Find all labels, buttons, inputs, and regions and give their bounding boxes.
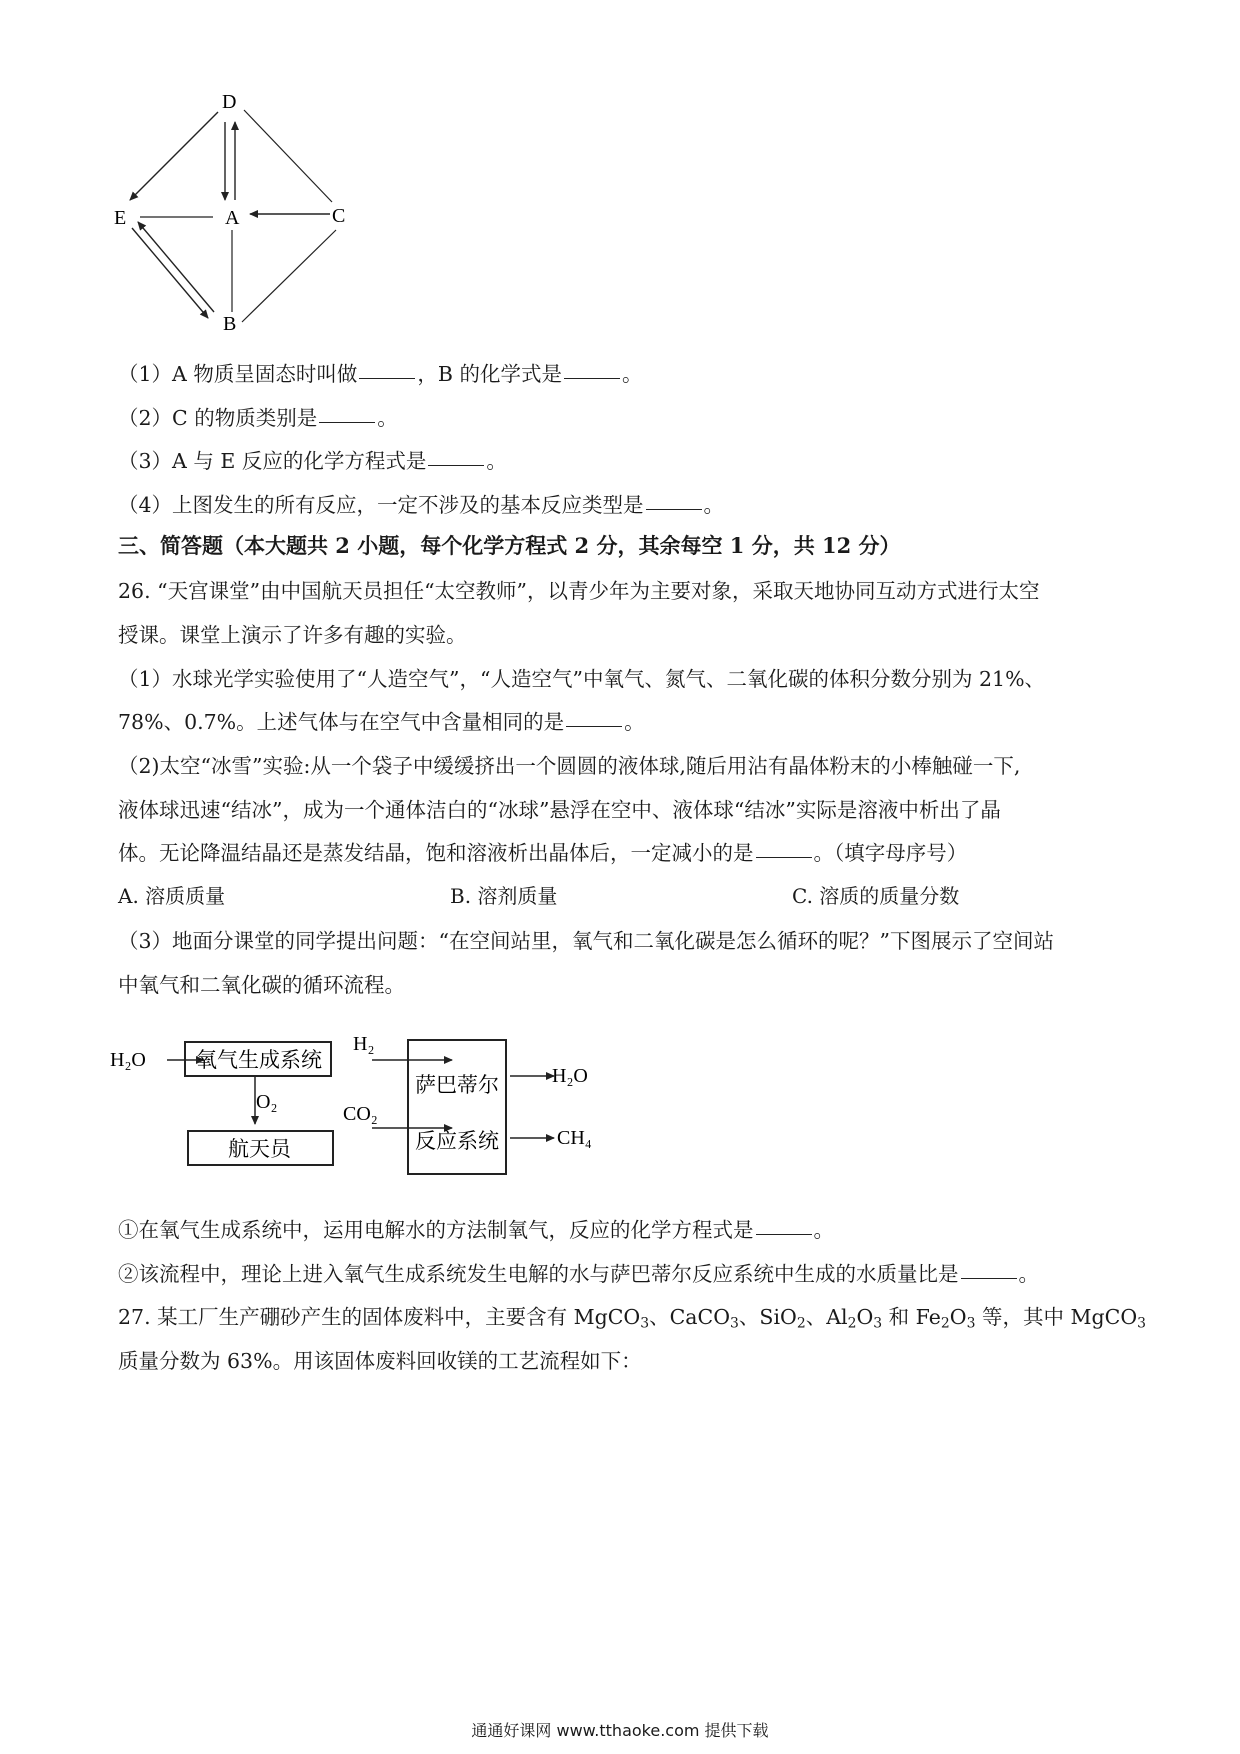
answer-blank[interactable] — [428, 464, 484, 466]
node-a: A — [225, 207, 240, 229]
edge-d-c — [244, 110, 332, 202]
q25-part1-text-b: ，B 的化学式是 — [417, 362, 562, 386]
q26-part2-line1: （2)太空“冰雪”实验:从一个袋子中缓缓挤出一个圆圆的液体球,随后用沾有晶体粉末的小棒触碰一下, — [118, 754, 1021, 778]
q25-part4-text-b: 。 — [703, 493, 725, 517]
q25-part1 — [118, 357, 642, 387]
space-station-flow-diagram — [110, 1020, 690, 1190]
q25-part3-text-b: 。 — [486, 449, 507, 473]
q25-part4-text-a: （4）上图发生的所有反应，一定不涉及的基本反应类型是 — [118, 493, 644, 517]
label-o2-system: 氧气生成系统 — [196, 1048, 322, 1072]
option-c: C. 溶质的质量分数 — [792, 884, 960, 908]
edge-d-e — [130, 112, 218, 200]
q26-part3-line2: 中氧气和二氧化碳的循环流程。 — [118, 973, 405, 997]
q27-text-e: O — [856, 1305, 874, 1329]
q26-part1-text-b: 。 — [624, 710, 645, 734]
q25-part1-text-c: 。 — [621, 362, 643, 386]
answer-blank[interactable] — [646, 508, 702, 510]
q27-line2: 质量分数为 63%。用该固体废料回收镁的工艺流程如下： — [118, 1349, 642, 1373]
q27-text-c: 、SiO — [738, 1305, 797, 1329]
node-e: E — [114, 207, 127, 229]
edge-c-b — [242, 230, 336, 322]
edge-b-e — [138, 222, 214, 312]
answer-blank[interactable] — [756, 1233, 812, 1235]
label-astronaut: 航天员 — [228, 1137, 291, 1161]
q25-part4 — [118, 488, 724, 518]
node-b: B — [223, 313, 237, 335]
q27-text-a: 27. 某工厂生产硼砂产生的固体废料中，主要含有 MgCO — [118, 1305, 641, 1329]
answer-blank[interactable] — [756, 856, 812, 858]
page-footer: 通通好课网 www.tthaoke.com 提供下载 — [471, 1721, 769, 1740]
q26-sub1-text-a: ①在氧气生成系统中，运用电解水的方法制氧气，反应的化学方程式是 — [118, 1218, 754, 1242]
q27-text-f: 和 Fe — [882, 1305, 941, 1329]
label-ch4: CH₄ — [557, 1127, 592, 1149]
q25-part2-text-b: 。 — [377, 406, 398, 430]
q26-part2-text-a: 体。无论降温结晶还是蒸发结晶，饱和溶液析出晶体后，一定减小的是 — [118, 841, 754, 865]
q26-sub2-text-b: 。 — [1018, 1262, 1039, 1286]
q25-part1-text-a: （1）A 物质呈固态时叫做 — [118, 362, 358, 386]
q25-part3 — [118, 444, 507, 474]
label-h2o-in: H₂O — [110, 1049, 146, 1071]
label-co2: CO₂ — [343, 1103, 378, 1125]
q27-text-d: 、Al — [805, 1305, 848, 1329]
q26-part3-line1: （3）地面分课堂的同学提出问题：“在空间站里，氧气和二氧化碳是怎么循环的呢？”下图展示了空间站 — [118, 929, 1055, 953]
q26-sub1 — [118, 1213, 834, 1243]
node-d: D — [222, 91, 237, 113]
q27-text-h: 等，其中 MgCO — [975, 1305, 1138, 1329]
q26-part1-line1: （1）水球光学实验使用了“人造空气”，“人造空气”中氧气、氮气、二氧化碳的体积分数分别为 21%、 — [118, 667, 1046, 691]
option-b: B. 溶剂质量 — [450, 884, 558, 908]
q26-intro-line2: 授课。课堂上演示了许多有趣的实验。 — [118, 623, 467, 647]
label-sabatier-2: 反应系统 — [415, 1129, 499, 1153]
q26-sub1-text-b: 。 — [813, 1218, 834, 1242]
answer-blank[interactable] — [319, 421, 375, 423]
label-h2: H₂ — [353, 1033, 375, 1055]
answer-blank[interactable] — [564, 377, 620, 379]
q26-sub2-text-a: ②该流程中，理论上进入氧气生成系统发生电解的水与萨巴蒂尔反应系统中生成的水质量比是 — [118, 1262, 959, 1286]
q26-sub2 — [118, 1257, 1039, 1287]
answer-blank[interactable] — [961, 1277, 1017, 1279]
q26-part1-line2 — [118, 705, 645, 735]
q26-part2-line2: 液体球迅速“结冰”，成为一个通体洁白的“冰球”悬浮在空中、液体球“结冰”实际是溶液中析出了晶 — [118, 798, 1001, 822]
q27-text-b: 、CaCO — [649, 1305, 731, 1329]
edge-e-b — [132, 228, 208, 318]
q26-part2-text-b: 。（填字母序号） — [813, 841, 968, 865]
answer-blank[interactable] — [566, 725, 622, 727]
label-h2o-out: H₂O — [552, 1065, 588, 1087]
q25-part2 — [118, 401, 398, 431]
q26-part1-text-a: 78%、0.7%。上述气体与在空气中含量相同的是 — [118, 710, 565, 734]
q25-part3-text-a: （3）A 与 E 反应的化学方程式是 — [118, 449, 427, 473]
label-sabatier-1: 萨巴蒂尔 — [415, 1073, 499, 1097]
label-o2: O₂ — [256, 1091, 278, 1113]
q27-line1: 27. 某工厂生产硼砂产生的固体废料中，主要含有 MgCO$_3$、CaCO$_3$、SiO$_2$、$Al_2O_3$ 和 $Fe_2O_3$ 等，其中 MgCO$_3$ — [118, 1305, 1146, 1332]
answer-blank[interactable] — [359, 377, 415, 379]
option-a: A. 溶质质量 — [118, 884, 226, 908]
q25-part2-text-a: （2）C 的物质类别是 — [118, 406, 318, 430]
node-c: C — [332, 205, 346, 227]
section-heading: 三、简答题（本大题共 2 小题，每个化学方程式 2 分，其余每空 1 分，共 12 分） — [118, 533, 901, 558]
q26-part2-line3 — [118, 836, 967, 866]
q26-intro-line1: 26. “天宫课堂”由中国航天员担任“太空教师”，以青少年为主要对象，采取天地协同互动方式进行太空 — [118, 579, 1040, 603]
reaction-relationship-diagram — [110, 90, 370, 340]
q27-text-g: O — [949, 1305, 967, 1329]
